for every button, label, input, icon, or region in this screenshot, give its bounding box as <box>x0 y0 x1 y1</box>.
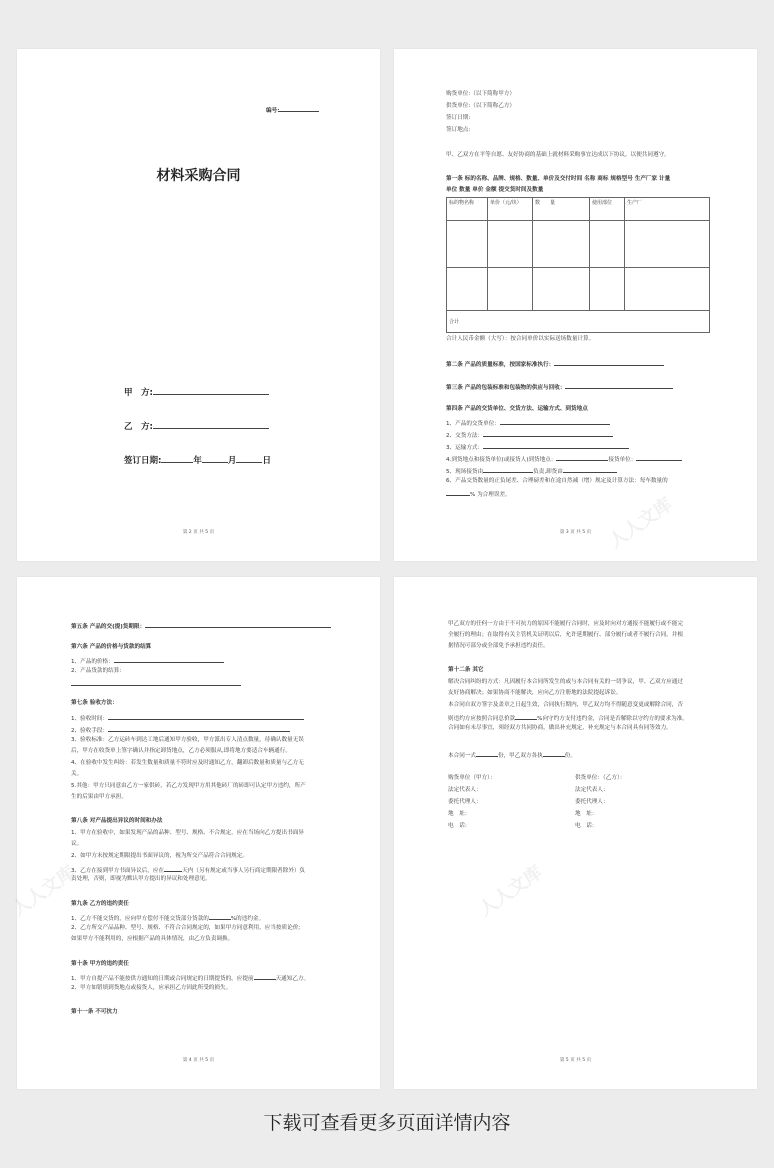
article-1-title: 第一条 标的名称、品牌、规格、数量、单价及交付时间 名称 商标 规格型号 生产厂家 计量 <box>446 176 671 182</box>
table-header-cell: 使用部位 <box>590 198 625 221</box>
contract-page-5 <box>394 577 757 1089</box>
article-12-text: 解决合同纠纷的方式：凡因履行本合同所发生的或与本合同有关的一切争议，甲、乙双方应通过 <box>448 679 683 685</box>
article-4-blank <box>556 454 608 461</box>
article-9-item-label: %的违约金。 <box>230 916 265 922</box>
article-3 <box>446 382 673 392</box>
buyer-sign-field: 地 址： <box>448 811 471 817</box>
article-12-label: 则违约方应按照合同总价款 <box>448 716 516 722</box>
article-4-blank <box>483 442 629 449</box>
article-4-item: 6、产品交货数量的正负尾差、合理磅差和在途自然减（增）规定及计算方法：每车数量的 <box>446 478 668 484</box>
article-7-blank <box>108 713 304 720</box>
article-7-item: 后，甲方在收货单上签字确认并指定卸货地点，乙方必须服从,即将地方要适合车辆通行。 <box>71 748 291 754</box>
article-7-item <box>71 725 290 735</box>
seller-line: 供货单位:（以下简称乙方） <box>446 103 516 109</box>
article-9-title: 第九条 乙方的违约责任 <box>71 901 129 907</box>
article-3-blank <box>565 382 673 389</box>
article-4-item <box>446 418 610 428</box>
intro-paragraph: 甲、乙双方在平等自愿、友好协商的基础上就材料采购事宜达成以下协议，以便共同遵守。 <box>446 152 670 158</box>
buyer-sign-field: 法定代表人： <box>448 787 482 793</box>
article-9-item-label: 1、乙方不能交货的，应向甲方偿付不能交货部分货款的 <box>71 916 209 922</box>
party-b-line <box>124 419 269 432</box>
article-4-item-label: 5、现场接货由 <box>446 469 484 475</box>
day-label: 日 <box>262 456 271 466</box>
cover-title: 材料采购合同 <box>156 168 241 184</box>
buyer-sign-field: 购货单位（甲方）： <box>448 775 496 781</box>
contract-page-3 <box>394 49 757 561</box>
article-4-item-label: 1、产品的交货单位： <box>446 421 500 427</box>
table-header-cell: 单价（元/块） <box>488 198 533 221</box>
year-blank <box>161 453 193 463</box>
party-b-label: 乙 方: <box>124 422 153 432</box>
article-6-blank <box>71 685 241 686</box>
article-7-item-label: 2、验收手段： <box>71 728 109 734</box>
seller-sign-field: 地 址： <box>575 811 598 817</box>
article-7-item <box>71 713 304 723</box>
page-footer: 第 3 页 共 5 页 <box>559 530 592 535</box>
goods-table <box>446 197 710 333</box>
article-12-label: %向守约方支付违约金，合同是否解除以守约方的要求为准。 <box>537 716 688 722</box>
page-footer: 第 4 页 共 5 页 <box>182 1058 215 1063</box>
article-12-text: 友好协商解决；如果协商不能解决，应向乙方注册地的法院提起诉讼。 <box>448 690 622 696</box>
article-4-blank <box>446 489 470 496</box>
article-8-item-label: 天内（另有规定或当事人另行商定期限者除外）负 <box>182 868 306 874</box>
article-6-item: 2、产品货款的结算： <box>71 668 125 674</box>
article-4-item-label: 负责,卸货由 <box>533 469 563 475</box>
copies-blank <box>476 750 498 757</box>
article-4-title: 第四条 产品的交货单位、交货方法、运输方式、到货地点 <box>446 406 588 412</box>
article-3-label: 第三条 产品的包装标准和包装物的供应与回收： <box>446 385 566 391</box>
article-4-item <box>446 466 617 476</box>
article-7-item: 4、在验收中发生纠纷：若发生数量和质量不符时应及时通知乙方，翻卸后数量和质量与乙方无 <box>71 760 304 766</box>
article-8-item <box>71 865 305 875</box>
article-6-item-label: 1、产品的价格： <box>71 659 114 665</box>
article-4-blank <box>483 430 613 437</box>
force-majeure-text: 全履行的理由；在取得有关主管机关证明以后，允许延期履行、部分履行或者不履行合同，并根 <box>448 632 683 638</box>
article-9-item: 2、乙方所交产品品种、型号、规格、不符合合同规定的，如果甲方同意利用，应当按质论价; <box>71 925 301 931</box>
article-4-blank <box>483 466 533 473</box>
seller-sign-field: 电 话： <box>575 823 598 829</box>
download-caption[interactable]: 下载可查看更多页面详情内容 <box>263 1112 511 1134</box>
copies-label: 份，甲乙双方各执 <box>497 753 543 759</box>
buyer-sign-field: 委托代理人： <box>448 799 482 805</box>
copies-line <box>448 750 576 760</box>
article-4-blank <box>500 418 610 425</box>
article-7-item: 生的后果由甲方承担。 <box>71 794 127 800</box>
seller-sign-field: 委托代理人： <box>575 799 609 805</box>
article-8-item-label: 3、乙方在接到甲方书面异议后，应在 <box>71 868 165 874</box>
article-8-item: 1、甲方在验收中，如果发现产品的品种、型号、规格、不合规定，应在当场向乙方提出书面异 <box>71 830 304 836</box>
article-4-item <box>446 489 511 499</box>
article-8-item: 2、如甲方未按规定期限提出书面异议的，视为所交产品符合合同规定。 <box>71 853 248 859</box>
article-10-item: 2、甲方如错填到货地点或接货人，应承担乙方因此所受的损失。 <box>71 985 232 991</box>
year-label: 年 <box>193 456 202 466</box>
article-4-item <box>446 442 629 452</box>
watermark: 人人文库 <box>605 493 677 553</box>
article-4-item <box>446 430 613 440</box>
article-2-blank <box>554 359 664 366</box>
day-blank <box>236 453 262 463</box>
table-header-cell: 生产厂 <box>625 198 710 221</box>
article-4-blank <box>636 454 682 461</box>
table-row <box>447 221 710 268</box>
article-7-item-label: 1、验收时间： <box>71 716 109 722</box>
article-10-title: 第十条 甲方的违约责任 <box>71 961 129 967</box>
table-header-row <box>447 198 710 221</box>
sign-place-line: 签订地点: <box>446 127 471 133</box>
article-6-blank <box>114 656 224 663</box>
sign-date-line: 签订日期: <box>446 115 471 121</box>
page-footer: 第 5 页 共 5 页 <box>559 1058 592 1063</box>
article-1-title-cont: 单位 数量 单价 金额 提交货时间及数量 <box>446 187 544 193</box>
article-9-blank <box>209 913 231 920</box>
cover-page <box>17 49 380 561</box>
article-7-blank <box>108 725 290 732</box>
article-7-item: 关。 <box>71 771 83 777</box>
contract-number <box>266 105 319 115</box>
table-header-cell: 标的物名称 <box>447 198 488 221</box>
watermark: 人人文库 <box>8 861 80 921</box>
article-4-blank <box>563 466 617 473</box>
force-majeure-text: 甲乙双方的任何一方由于不可抗力的原因不能履行合同时，应及时向对方通报不能履行或不能完 <box>448 621 683 627</box>
article-4-item-label: 接货单位： <box>608 457 637 463</box>
watermark: 人人文库 <box>475 861 547 921</box>
article-7-item: 5.其他：甲方只同意由乙方一家供砖，若乙方发现甲方用其他砖厂的砖即可认定甲方违约，所产 <box>71 783 306 789</box>
sign-date-line <box>124 453 271 466</box>
table-row <box>447 268 710 311</box>
number-label: 编号: <box>266 108 280 114</box>
article-8-blank <box>164 865 182 872</box>
article-7-title: 第七条 验收方法： <box>71 700 118 706</box>
article-10-item-label: 天通知乙方。 <box>275 976 310 982</box>
article-7-item: 3、验收标准：乙方运砖车到达工地后通知甲方验收，甲方派出专人清点数量，待确认数量无误 <box>71 737 304 743</box>
copies-label: 本合同一式 <box>448 753 476 759</box>
article-4-item-label: 4.到货地点和接货单位(或接货人)到货地点： <box>446 457 557 463</box>
article-12-blank <box>515 713 537 720</box>
copies-blank <box>543 750 565 757</box>
sign-date-label: 签订日期: <box>124 456 162 466</box>
article-9-item <box>71 913 264 923</box>
article-6-item <box>71 656 224 666</box>
contract-page-4 <box>8 577 380 1089</box>
article-4-item-label: 2、交货方法： <box>446 433 484 439</box>
article-4-item-label: % 为合理误差。 <box>470 492 511 498</box>
article-12-text <box>448 713 688 723</box>
month-label: 月 <box>227 456 237 466</box>
article-11-title: 第十一条 不可抗力 <box>71 1009 118 1015</box>
number-blank <box>279 105 319 112</box>
article-5-label: 第五条 产品的交(提)货期限： <box>71 624 146 630</box>
article-2 <box>446 359 664 369</box>
article-8-item: 责处理，否则，即视为默认甲方提出的异议和处理意见。 <box>71 876 211 882</box>
month-blank <box>202 453 228 463</box>
party-a-label: 甲 方: <box>124 388 153 398</box>
article-8-title: 第八条 对产品提出异议的时间和办法 <box>71 818 163 824</box>
article-12-title: 第十二条 其它 <box>448 667 484 673</box>
party-b-blank <box>153 419 269 429</box>
buyer-sign-field: 电 话： <box>448 823 471 829</box>
article-12-text: 合同如有未尽事宜，须经双方共同协商，做出补充规定，补充规定与本合同具有同等效力。 <box>448 725 672 731</box>
force-majeure-text: 据情况可部分或全部免予承担违约责任。 <box>448 643 549 649</box>
article-4-item <box>446 454 682 464</box>
seller-sign-field: 供货单位：（乙方）： <box>575 775 626 781</box>
article-10-blank <box>254 973 276 980</box>
table-total-cell: 合计 <box>447 311 710 333</box>
table-header-cell: 数 量 <box>533 198 590 221</box>
amount-line: 合计人民币金额（大写）：按合同单价以实际送场数量计算。 <box>446 336 595 342</box>
article-10-item <box>71 973 309 983</box>
article-12-text: 本合同自双方签字及盖章之日起生效，合同执行期内，甲乙双方均不得随意变更或解除合同，否 <box>448 702 683 708</box>
party-a-blank <box>153 385 269 395</box>
party-a-line <box>124 385 269 398</box>
article-6-title: 第六条 产品的价格与货款的结算 <box>71 644 152 650</box>
table-total-row <box>447 311 710 333</box>
buyer-line: 购货单位:（以下简称甲方） <box>446 91 516 97</box>
article-5 <box>71 621 331 631</box>
page-footer: 第 2 页 共 5 页 <box>182 530 215 535</box>
article-2-label: 第二条 产品的质量标准，按国家标准执行： <box>446 362 555 368</box>
article-5-blank <box>145 621 331 628</box>
article-9-item: 如果甲方不能利用的，应根据产品的具体情况，由乙方负责调换。 <box>71 936 234 942</box>
copies-label: 份。 <box>564 753 576 759</box>
article-8-item: 议。 <box>71 841 83 847</box>
article-10-item-label: 1、甲方自提产品不能按供方通知的日期或合同规定的日期提货的，应提前 <box>71 976 254 982</box>
seller-sign-field: 法定代表人： <box>575 787 609 793</box>
article-4-item-label: 3、运输方式： <box>446 445 484 451</box>
